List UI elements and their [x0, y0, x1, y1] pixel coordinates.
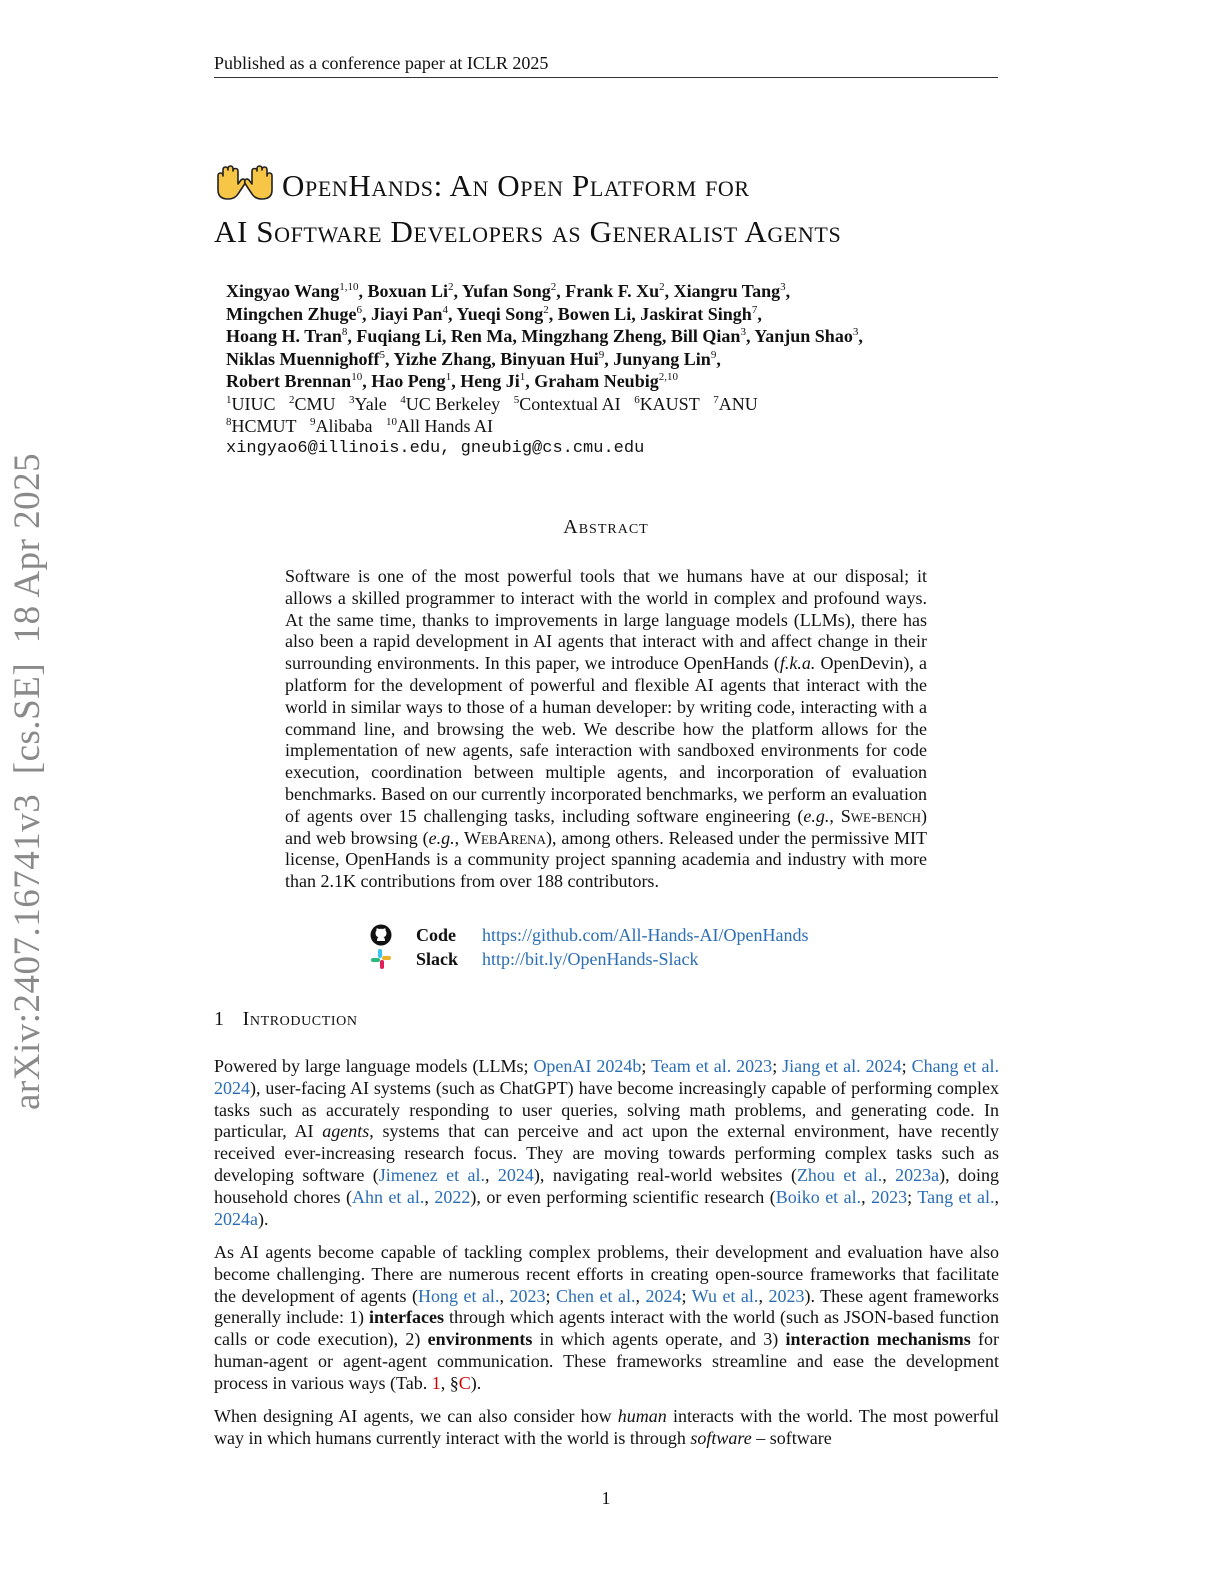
- affiliation-marker: 2: [289, 393, 295, 406]
- citation-link[interactable]: Jiang et al. 2024: [782, 1056, 902, 1076]
- abstract-text: ) and web browsing (: [285, 805, 927, 848]
- slack-link-row: [370, 947, 808, 971]
- affiliation-marker: 8: [226, 416, 232, 428]
- github-icon: [370, 924, 392, 946]
- affiliation-marker: 3: [740, 326, 746, 338]
- affiliation-marker: 5: [513, 393, 520, 406]
- citation-link[interactable]: Tang et al.: [917, 1186, 995, 1207]
- citation-link[interactable]: Chen et al.: [555, 1285, 636, 1306]
- affiliation-marker: 6: [634, 393, 640, 406]
- abstract-heading: Abstract: [563, 516, 649, 538]
- page-header: Published as a conference paper at ICLR 2025: [214, 52, 998, 78]
- benchmark-name: Swe-bench: [840, 805, 921, 826]
- author-name: , Yueqi Song: [448, 303, 544, 324]
- affiliation-name: UC Berkeley: [405, 393, 501, 414]
- affiliation-name: HCMUT: [231, 416, 297, 436]
- affiliation-marker: 1: [445, 371, 452, 383]
- body-text: ), navigating real-world websites (: [533, 1164, 797, 1185]
- body-text: ;: [641, 1056, 652, 1076]
- body-text: ,: [861, 1186, 872, 1207]
- author-name: , Frank F. Xu: [556, 281, 660, 301]
- abstract-italic: e.g.: [428, 827, 455, 848]
- bold-term: environments: [427, 1329, 533, 1350]
- affiliation-marker: 9: [598, 348, 605, 361]
- body-text: ;: [545, 1285, 556, 1306]
- emphasis-text: software: [690, 1427, 752, 1448]
- body-text: ).: [470, 1372, 482, 1393]
- author-name: Robert Brennan: [226, 371, 352, 391]
- affiliation-name: ANU: [718, 393, 758, 414]
- author-name: , Jiayi Pan: [362, 303, 443, 324]
- cross-reference-link[interactable]: 1: [431, 1372, 441, 1393]
- body-text: in which agents operate, and 3): [532, 1329, 786, 1350]
- body-text: As AI agents become capable of tackling complex problems, their development and evaluation have also become challenging. There are numerous recent efforts in creating open-source frameworks that facilitate the development of agents (: [214, 1242, 999, 1306]
- bold-term: interaction mechanisms: [785, 1329, 971, 1350]
- abstract-text: ), among others. Released under the permissive MIT license, OpenHands is a community project spanning academia and industry with more than 2.1K contributions from over 188 contributors.: [285, 827, 927, 892]
- body-text: ;: [901, 1056, 912, 1076]
- author-name: Xingyao Wang: [226, 281, 340, 301]
- affiliation-marker: 1: [226, 393, 232, 406]
- affiliation-marker: 5: [379, 348, 386, 361]
- author-block: [226, 280, 1006, 460]
- citation-link[interactable]: Wu et al.: [691, 1285, 759, 1306]
- code-link-row: [370, 923, 808, 947]
- body-text: ). These agent frameworks generally include: 1): [214, 1285, 1000, 1328]
- affiliation-marker: 8: [341, 326, 348, 338]
- code-url-link[interactable]: https://github.com/All-Hands-AI/OpenHands: [482, 925, 809, 945]
- body-text: ,: [485, 1164, 498, 1185]
- citation-link[interactable]: 2024: [645, 1285, 682, 1306]
- affiliation-marker: 7: [751, 303, 758, 316]
- abstract-text: ,: [829, 805, 841, 826]
- author-name: , Boxuan Li: [358, 281, 448, 301]
- citation-link[interactable]: 2023a: [895, 1164, 940, 1185]
- section-heading: [214, 1008, 358, 1031]
- slack-label: Slack: [416, 949, 459, 969]
- affiliation-name: Yale: [354, 393, 387, 414]
- affiliation-marker: 10: [351, 371, 363, 383]
- author-line-3: [226, 325, 1006, 348]
- arxiv-identifier: arXiv:2407.16741v3 [cs.SE] 18 Apr 2025: [7, 452, 48, 1110]
- abstract-text: OpenDevin), a platform for the development of powerful and flexible AI agents that interact with the world in similar ways to those of a human developer: by writing code, interacting with a command line, and browsing the web. We describe how the platform allows for the implementation of new agents, safe interaction with sandboxed environments for code execution, coordination between multiple agents, and incorporation of evaluation benchmarks. Based on our currently incorporated benchmarks, we perform an evaluation of agents over 15 challenging tasks, including software engineering (: [285, 653, 927, 826]
- affiliation-name: CMU: [294, 393, 336, 414]
- affiliation-marker: 4: [400, 393, 406, 406]
- abstract-italic: e.g.: [803, 805, 830, 826]
- affiliation-name: UIUC: [231, 393, 276, 414]
- body-text: ), user-facing AI systems (such as ChatGPT) have become increasingly capable of performing complex tasks such as accurately responding to user queries, solving math problems, and generating code. In particular, AI: [214, 1077, 999, 1142]
- benchmark-name: WebArena: [463, 827, 546, 848]
- citation-link[interactable]: 2023: [768, 1285, 805, 1306]
- affiliation-marker: 9: [310, 416, 316, 428]
- intro-paragraph-1: [214, 1056, 999, 1230]
- title-line-1: OpenHands: An Open Platform for: [282, 168, 750, 203]
- author-name: , Bowen Li, Jaskirat Singh: [548, 303, 752, 324]
- author-name: , Fuqiang Li, Ren Ma, Mingzhang Zheng, Bill Qian: [347, 326, 741, 346]
- author-name: , Yanjun Shao: [745, 326, 853, 346]
- author-name: ,: [757, 303, 762, 324]
- affiliation-marker: 2: [659, 281, 665, 293]
- author-name: , Xiangru Tang: [664, 281, 781, 301]
- author-line-1: [226, 280, 1006, 303]
- affiliation-marker: 2: [448, 281, 454, 293]
- citation-link[interactable]: OpenAI 2024b: [533, 1056, 642, 1076]
- affiliation-marker: 3: [780, 281, 786, 293]
- affiliations-line-1: [226, 393, 1006, 416]
- abstract-text: Software is one of the most powerful tools that we humans have at our disposal; it allows a skilled programmer to interact with the world in complex and profound ways. At the same time, thanks to improvements in large language models (LLMs), there has also been a rapid development in AI agents that interact with and affect change in their surrounding environments. In this paper, we introduce OpenHands (: [285, 566, 927, 674]
- paper-title: [214, 164, 1014, 252]
- citation-link[interactable]: Chang et al. 2024: [214, 1056, 999, 1098]
- page-number: 1: [601, 1488, 611, 1508]
- author-name: ,: [858, 326, 863, 346]
- body-text: ,: [994, 1186, 1000, 1207]
- body-text: ,: [882, 1164, 896, 1185]
- author-name: , Yufan Song: [453, 281, 551, 301]
- author-name: Hoang H. Tran: [226, 326, 342, 346]
- affiliation-marker: 1,10: [339, 281, 359, 293]
- citation-link[interactable]: 2022: [434, 1186, 471, 1207]
- author-name: Niklas Muennighoff: [226, 348, 380, 369]
- affiliation-marker: 3: [349, 393, 355, 406]
- author-name: Mingchen Zhuge: [226, 303, 357, 324]
- bold-term: interfaces: [368, 1307, 444, 1328]
- affiliation-marker: 6: [356, 303, 363, 316]
- citation-link[interactable]: Hong et al.: [417, 1285, 500, 1306]
- contact-email[interactable]: xingyao6@illinois.edu, gneubig@cs.cmu.edu: [226, 438, 645, 458]
- body-text: , §: [440, 1372, 459, 1393]
- affiliation-marker: 9: [710, 348, 717, 361]
- affiliation-marker: 1: [519, 371, 526, 383]
- body-text: ).: [258, 1208, 269, 1229]
- body-text: ), doing household chores (: [214, 1164, 1000, 1207]
- body-text: ,: [499, 1285, 510, 1306]
- author-name: , Graham Neubig: [525, 371, 659, 391]
- body-text: ;: [772, 1056, 783, 1076]
- citation-link[interactable]: 2024a: [214, 1208, 258, 1229]
- body-text: ,: [424, 1186, 435, 1207]
- author-name: , Heng Ji: [451, 371, 520, 391]
- citation-link[interactable]: Team et al. 2023: [651, 1056, 773, 1076]
- author-line-4: [226, 348, 1006, 371]
- body-text: , systems that can perceive and act upon the external environment, have recently received ever-increasing research focus. They are moving towards performing complex tasks such as developing software (: [214, 1121, 999, 1185]
- affiliation-name: Contextual AI: [519, 393, 621, 414]
- author-line-5: [226, 370, 1006, 393]
- affiliation-name: All Hands AI: [397, 416, 493, 436]
- body-text: through which agents interact with the world (such as JSON-based function calls or code execution), 2): [214, 1307, 999, 1350]
- body-text: ;: [681, 1285, 692, 1306]
- citation-link[interactable]: 2024: [497, 1164, 534, 1185]
- affiliation-name: KAUST: [639, 393, 700, 414]
- body-text: When designing AI agents, we can also consider how: [214, 1406, 618, 1426]
- slack-url-link[interactable]: http://bit.ly/OpenHands-Slack: [482, 949, 699, 969]
- citation-link[interactable]: Ahn et al.: [351, 1186, 425, 1207]
- affiliation-marker: 10: [386, 416, 397, 428]
- abstract-text: ,: [454, 827, 464, 848]
- body-text: ), or even performing scientific research (: [470, 1186, 776, 1207]
- body-text: interacts with the world. The most powerful way in which humans currently interact with the world is through: [214, 1406, 999, 1448]
- intro-paragraph-3: [214, 1406, 999, 1450]
- emphasis-text: human: [617, 1406, 667, 1426]
- body-text: ;: [907, 1186, 918, 1207]
- body-text: ,: [758, 1285, 769, 1306]
- citation-link[interactable]: Zhou et al.: [796, 1164, 883, 1185]
- emphasis-text: agents: [322, 1121, 370, 1142]
- author-name: , Junyang Lin: [604, 348, 711, 369]
- author-name: ,: [785, 281, 791, 301]
- author-line-2: [226, 303, 1006, 326]
- affiliation-name: Alibaba: [315, 416, 373, 436]
- abstract-italic: f.k.a.: [779, 653, 816, 674]
- author-name: , Hao Peng: [362, 371, 446, 391]
- citation-link[interactable]: 2023: [871, 1186, 908, 1207]
- author-name: ,: [716, 348, 721, 369]
- affiliation-marker: 4: [442, 303, 449, 316]
- citation-link[interactable]: Boiko et al.: [775, 1186, 862, 1207]
- affiliations-line-2: [226, 415, 1006, 438]
- title-line-2: AI Software Developers as Generalist Agents: [214, 214, 842, 249]
- code-label: Code: [416, 925, 456, 945]
- section-title: Introduction: [242, 1008, 358, 1030]
- raised-hands-icon: [214, 164, 276, 212]
- section-number: 1: [214, 1008, 225, 1030]
- abstract-body: [285, 566, 927, 893]
- resource-links: [370, 923, 808, 971]
- affiliation-marker: 2: [550, 281, 557, 293]
- slack-icon: [370, 948, 392, 970]
- body-text: – software: [751, 1427, 832, 1448]
- affiliation-marker: 7: [713, 393, 719, 406]
- body-text: Powered by large language models (LLMs;: [214, 1056, 534, 1076]
- citation-link[interactable]: Jimenez et al.: [378, 1164, 486, 1185]
- affiliation-marker: 2,10: [658, 371, 678, 383]
- author-name: , Yizhe Zhang, Binyuan Hui: [385, 348, 599, 369]
- cross-reference-link[interactable]: C: [458, 1372, 471, 1393]
- body-text: ,: [635, 1285, 646, 1306]
- affiliation-marker: 2: [543, 303, 549, 316]
- intro-paragraph-2: [214, 1242, 999, 1395]
- citation-link[interactable]: 2023: [509, 1285, 546, 1306]
- body-text: for human-agent or agent-agent communication. These frameworks streamline and ease the development process in various ways (Tab.: [214, 1329, 999, 1393]
- affiliation-marker: 3: [852, 326, 859, 338]
